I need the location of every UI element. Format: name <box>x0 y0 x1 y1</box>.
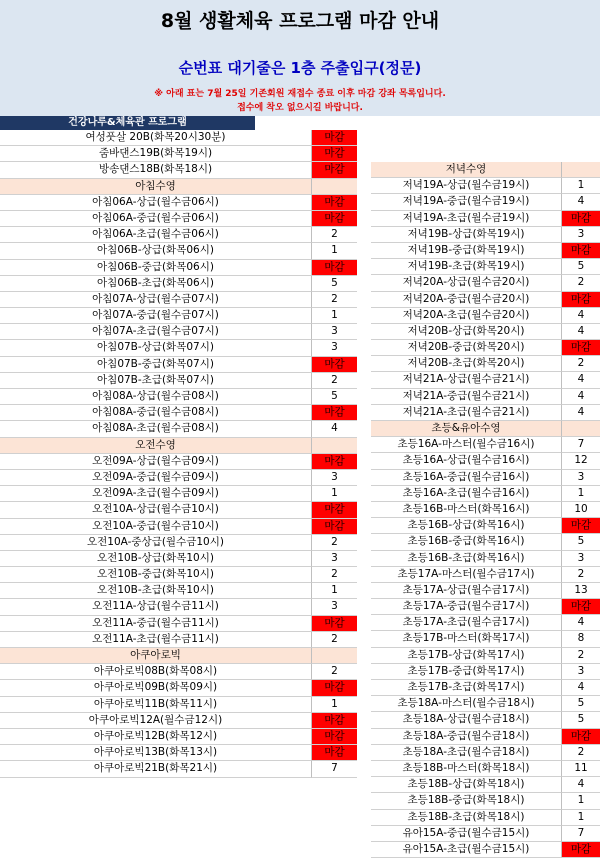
program-name: 오전09A-초급(월수금09시) <box>0 486 312 502</box>
program-status: 4 <box>562 615 600 631</box>
program-row <box>0 470 357 486</box>
program-row <box>371 680 600 696</box>
program-status: 3 <box>562 227 600 243</box>
program-name: 방송댄스18B(화목18시) <box>0 162 312 178</box>
program-status: 8 <box>562 631 600 647</box>
program-row <box>371 729 600 745</box>
program-row <box>0 551 357 567</box>
program-status: 마감 <box>312 162 357 178</box>
program-status: 1 <box>562 810 600 826</box>
program-name: 오전11A-상급(월수금11시) <box>0 599 312 615</box>
category-value-cell <box>312 179 357 195</box>
program-status: 4 <box>562 308 600 324</box>
program-status: 4 <box>562 372 600 388</box>
program-name: 아침06A-상급(월수금06시) <box>0 195 312 211</box>
program-row <box>371 227 600 243</box>
category-value-cell <box>312 438 357 454</box>
program-status: 마감 <box>562 211 600 227</box>
program-row <box>371 664 600 680</box>
program-name: 아쿠아로빅12B(화목12시) <box>0 729 312 745</box>
program-name: 아침07B-초급(화목07시) <box>0 373 312 389</box>
program-name: 저녁20B-중급(화목20시) <box>371 340 562 356</box>
program-row <box>0 713 357 729</box>
program-row <box>0 502 357 518</box>
program-status: 마감 <box>312 357 357 373</box>
program-name: 저녁19B-중급(화목19시) <box>371 243 562 259</box>
program-name: 저녁20B-초급(화목20시) <box>371 356 562 372</box>
program-status: 3 <box>312 340 357 356</box>
program-name: 아침08A-중급(월수금08시) <box>0 405 312 421</box>
program-row <box>0 292 357 308</box>
program-status: 7 <box>562 437 600 453</box>
program-name: 저녁20A-초급(월수금20시) <box>371 308 562 324</box>
category-label: 저녁수영 <box>371 162 562 178</box>
program-status: 마감 <box>562 340 600 356</box>
program-status: 4 <box>562 324 600 340</box>
category-row <box>0 438 357 454</box>
program-status: 마감 <box>562 599 600 615</box>
program-row <box>0 745 357 761</box>
category-label: 오전수영 <box>0 438 312 454</box>
program-name: 저녁21A-초급(월수금21시) <box>371 405 562 421</box>
category-row <box>0 648 357 664</box>
program-name: 초등16B-초급(화목16시) <box>371 551 562 567</box>
program-name: 초등17B-중급(화목17시) <box>371 664 562 680</box>
program-status: 마감 <box>312 130 357 146</box>
program-row <box>371 826 600 842</box>
program-row <box>371 324 600 340</box>
program-status: 마감 <box>312 519 357 535</box>
program-name: 저녁19A-중급(월수금19시) <box>371 194 562 210</box>
program-status: 5 <box>562 696 600 712</box>
program-status: 마감 <box>562 518 600 534</box>
program-name: 초등18B-상급(화목18시) <box>371 777 562 793</box>
program-row <box>371 777 600 793</box>
program-name: 저녁19A-상급(월수금19시) <box>371 178 562 194</box>
program-name: 줌바댄스19B(화목19시) <box>0 146 312 162</box>
program-name: 초등17B-상급(화목17시) <box>371 648 562 664</box>
program-name: 초등18B-초급(화목18시) <box>371 810 562 826</box>
program-name: 아쿠아로빅09B(화목09시) <box>0 680 312 696</box>
program-name: 아침07B-상급(화목07시) <box>0 340 312 356</box>
program-status: 2 <box>312 373 357 389</box>
program-row <box>0 535 357 551</box>
program-name: 아침06A-초급(월수금06시) <box>0 227 312 243</box>
program-status: 마감 <box>562 292 600 308</box>
program-row <box>371 372 600 388</box>
program-name: 초등17A-마스터(월수금17시) <box>371 567 562 583</box>
program-status: 5 <box>562 534 600 550</box>
program-name: 저녁19B-상급(화목19시) <box>371 227 562 243</box>
program-name: 저녁20A-상급(월수금20시) <box>371 275 562 291</box>
program-status: 마감 <box>312 405 357 421</box>
program-name: 오전11A-초급(월수금11시) <box>0 632 312 648</box>
left-column-table <box>0 116 357 778</box>
program-status: 1 <box>312 308 357 324</box>
program-name: 오전10A-중상급(월수금10시) <box>0 535 312 551</box>
program-row <box>0 357 357 373</box>
program-name: 오전10B-중급(화목10시) <box>0 567 312 583</box>
program-row <box>371 648 600 664</box>
program-row <box>371 810 600 826</box>
program-row <box>0 454 357 470</box>
program-status: 1 <box>312 243 357 259</box>
program-row <box>0 324 357 340</box>
program-status: 마감 <box>312 260 357 276</box>
program-status: 10 <box>562 502 600 518</box>
program-name: 유아15A-초급(월수금15시) <box>371 842 562 858</box>
program-status: 1 <box>562 793 600 809</box>
program-row <box>0 405 357 421</box>
program-row <box>0 195 357 211</box>
program-status: 4 <box>312 421 357 437</box>
program-name: 아침08A-상급(월수금08시) <box>0 389 312 405</box>
program-row <box>371 712 600 728</box>
program-name: 저녁20A-중급(월수금20시) <box>371 292 562 308</box>
program-status: 마감 <box>562 842 600 858</box>
program-row <box>0 421 357 437</box>
program-row <box>371 518 600 534</box>
program-name: 저녁19B-초급(화목19시) <box>371 259 562 275</box>
program-row <box>0 260 357 276</box>
program-status: 3 <box>312 551 357 567</box>
program-status: 마감 <box>312 745 357 761</box>
program-name: 초등16B-마스터(화목16시) <box>371 502 562 518</box>
program-row <box>371 259 600 275</box>
program-name: 여성풋살 20B(화목20시30분) <box>0 130 312 146</box>
program-status: 5 <box>562 259 600 275</box>
program-status: 마감 <box>312 211 357 227</box>
program-name: 아침06B-중급(화목06시) <box>0 260 312 276</box>
program-name: 저녁19A-초급(월수금19시) <box>371 211 562 227</box>
program-name: 저녁21A-상급(월수금21시) <box>371 372 562 388</box>
program-row <box>371 308 600 324</box>
program-row <box>0 567 357 583</box>
category-row <box>371 162 600 178</box>
program-row <box>371 502 600 518</box>
program-row <box>371 340 600 356</box>
category-label: 초등&유아수영 <box>371 421 562 437</box>
program-name: 초등18B-마스터(화목18시) <box>371 761 562 777</box>
program-status: 3 <box>562 551 600 567</box>
program-row <box>0 761 357 777</box>
notice-line-2: 접수에 착오 없으시길 바랍니다. <box>237 103 363 113</box>
program-row <box>0 583 357 599</box>
program-name: 아침06B-상급(화목06시) <box>0 243 312 259</box>
program-name: 오전10B-초급(화목10시) <box>0 583 312 599</box>
program-name: 오전09A-상급(월수금09시) <box>0 454 312 470</box>
program-status: 1 <box>312 697 357 713</box>
program-name: 초등18A-마스터(월수금18시) <box>371 696 562 712</box>
program-row <box>0 389 357 405</box>
program-status: 7 <box>312 761 357 777</box>
program-status: 2 <box>562 567 600 583</box>
program-status: 3 <box>312 599 357 615</box>
program-status: 12 <box>562 453 600 469</box>
program-row <box>371 356 600 372</box>
program-row <box>371 745 600 761</box>
program-status: 3 <box>312 324 357 340</box>
program-name: 초등17A-중급(월수금17시) <box>371 599 562 615</box>
category-row <box>371 421 600 437</box>
program-status: 4 <box>562 194 600 210</box>
program-status: 마감 <box>312 502 357 518</box>
page-subtitle: 순번표 대기줄은 1층 주출입구(정문) <box>178 59 422 77</box>
program-name: 오전11A-중급(월수금11시) <box>0 616 312 632</box>
program-row <box>0 146 357 162</box>
program-name: 초등17A-초급(월수금17시) <box>371 615 562 631</box>
program-status: 2 <box>312 535 357 551</box>
program-name: 저녁21A-중급(월수금21시) <box>371 389 562 405</box>
program-status: 마감 <box>312 616 357 632</box>
program-section-header: 건강나루&체육관 프로그램 <box>0 116 255 130</box>
category-value-cell <box>562 162 600 178</box>
program-row <box>0 130 357 146</box>
program-name: 초등16A-상급(월수금16시) <box>371 453 562 469</box>
program-row <box>371 486 600 502</box>
program-row <box>371 599 600 615</box>
program-name: 오전09A-중급(월수금09시) <box>0 470 312 486</box>
program-status: 2 <box>562 275 600 291</box>
program-row <box>0 519 357 535</box>
notice-header <box>0 0 600 116</box>
program-status: 5 <box>562 712 600 728</box>
program-row <box>371 793 600 809</box>
program-row <box>0 680 357 696</box>
program-row <box>371 211 600 227</box>
program-row <box>0 664 357 680</box>
program-row <box>371 551 600 567</box>
program-status: 3 <box>562 664 600 680</box>
program-name: 오전10A-상급(월수금10시) <box>0 502 312 518</box>
program-name: 초등17B-마스터(화목17시) <box>371 631 562 647</box>
program-name: 초등18A-중급(월수금18시) <box>371 729 562 745</box>
program-name: 초등17B-초급(화목17시) <box>371 680 562 696</box>
program-status: 마감 <box>562 729 600 745</box>
program-name: 유아15A-중급(월수금15시) <box>371 826 562 842</box>
program-row <box>0 599 357 615</box>
program-row <box>371 631 600 647</box>
program-name: 아침07A-중급(월수금07시) <box>0 308 312 324</box>
program-status: 2 <box>562 745 600 761</box>
program-row <box>0 632 357 648</box>
program-status: 11 <box>562 761 600 777</box>
program-row <box>0 373 357 389</box>
right-column-table <box>371 162 600 858</box>
program-status: 3 <box>312 470 357 486</box>
program-name: 초등16B-상급(화목16시) <box>371 518 562 534</box>
program-row <box>0 211 357 227</box>
program-status: 5 <box>312 389 357 405</box>
program-status: 2 <box>562 648 600 664</box>
program-status: 마감 <box>312 713 357 729</box>
category-label: 아쿠아로빅 <box>0 648 312 664</box>
program-status: 마감 <box>312 729 357 745</box>
program-name: 아침07A-초급(월수금07시) <box>0 324 312 340</box>
program-row <box>0 276 357 292</box>
category-row <box>0 179 357 195</box>
program-status: 마감 <box>312 454 357 470</box>
program-status: 마감 <box>312 195 357 211</box>
program-status: 마감 <box>312 146 357 162</box>
program-name: 아쿠아로빅13B(화목13시) <box>0 745 312 761</box>
program-row <box>371 389 600 405</box>
program-name: 아침06A-중급(월수금06시) <box>0 211 312 227</box>
program-row <box>0 227 357 243</box>
program-name: 초등18A-초급(월수금18시) <box>371 745 562 761</box>
program-name: 오전10B-상급(화목10시) <box>0 551 312 567</box>
program-name: 초등18A-상급(월수금18시) <box>371 712 562 728</box>
program-status: 1 <box>562 486 600 502</box>
program-name: 저녁20B-상급(화목20시) <box>371 324 562 340</box>
category-value-cell <box>312 648 357 664</box>
program-status: 3 <box>562 470 600 486</box>
program-row <box>0 162 357 178</box>
program-row <box>371 437 600 453</box>
program-row <box>371 615 600 631</box>
program-name: 초등16B-중급(화목16시) <box>371 534 562 550</box>
program-name: 아침08A-초급(월수금08시) <box>0 421 312 437</box>
program-row <box>0 697 357 713</box>
page-title: 8월 생활체육 프로그램 마감 안내 <box>160 10 440 32</box>
program-status: 2 <box>312 227 357 243</box>
program-row <box>371 696 600 712</box>
program-row <box>371 453 600 469</box>
program-row <box>371 243 600 259</box>
program-status: 5 <box>312 276 357 292</box>
program-status: 4 <box>562 389 600 405</box>
program-name: 아쿠아로빅12A(월수금12시) <box>0 713 312 729</box>
program-status: 1 <box>562 178 600 194</box>
program-row <box>371 567 600 583</box>
program-status: 4 <box>562 405 600 421</box>
program-status: 7 <box>562 826 600 842</box>
program-status: 2 <box>312 632 357 648</box>
program-status: 2 <box>312 292 357 308</box>
program-name: 초등18B-중급(화목18시) <box>371 793 562 809</box>
program-status: 1 <box>312 486 357 502</box>
program-row <box>371 405 600 421</box>
program-row <box>371 470 600 486</box>
program-status: 1 <box>312 583 357 599</box>
program-row <box>0 308 357 324</box>
program-row <box>371 292 600 308</box>
program-name: 초등16A-초급(월수금16시) <box>371 486 562 502</box>
program-status: 마감 <box>562 243 600 259</box>
program-row <box>371 194 600 210</box>
program-row <box>0 486 357 502</box>
program-row <box>371 842 600 858</box>
program-name: 아침06B-초급(화목06시) <box>0 276 312 292</box>
program-row <box>371 178 600 194</box>
program-row <box>0 729 357 745</box>
program-row <box>371 583 600 599</box>
program-name: 아쿠아로빅11B(화목11시) <box>0 697 312 713</box>
program-name: 아쿠아로빅08B(화목08시) <box>0 664 312 680</box>
program-name: 오전10A-중급(월수금10시) <box>0 519 312 535</box>
program-row <box>371 534 600 550</box>
program-row <box>371 275 600 291</box>
program-status: 13 <box>562 583 600 599</box>
program-status: 4 <box>562 777 600 793</box>
program-status: 4 <box>562 680 600 696</box>
program-row <box>0 616 357 632</box>
category-value-cell <box>562 421 600 437</box>
program-row <box>0 243 357 259</box>
program-status: 2 <box>312 664 357 680</box>
program-name: 초등16A-마스터(월수금16시) <box>371 437 562 453</box>
program-row <box>371 761 600 777</box>
program-name: 아침07A-상급(월수금07시) <box>0 292 312 308</box>
program-name: 초등17A-상급(월수금17시) <box>371 583 562 599</box>
notice-line-1: ※ 아래 표는 7월 25일 기존회원 재접수 종료 이후 마감 강좌 목록입니다. <box>154 89 446 99</box>
category-label: 아침수영 <box>0 179 312 195</box>
program-status: 2 <box>562 356 600 372</box>
program-name: 아쿠아로빅21B(화목21시) <box>0 761 312 777</box>
program-status: 마감 <box>312 680 357 696</box>
program-status: 2 <box>312 567 357 583</box>
program-name: 초등16A-중급(월수금16시) <box>371 470 562 486</box>
program-name: 아침07B-중급(화목07시) <box>0 357 312 373</box>
program-row <box>0 340 357 356</box>
